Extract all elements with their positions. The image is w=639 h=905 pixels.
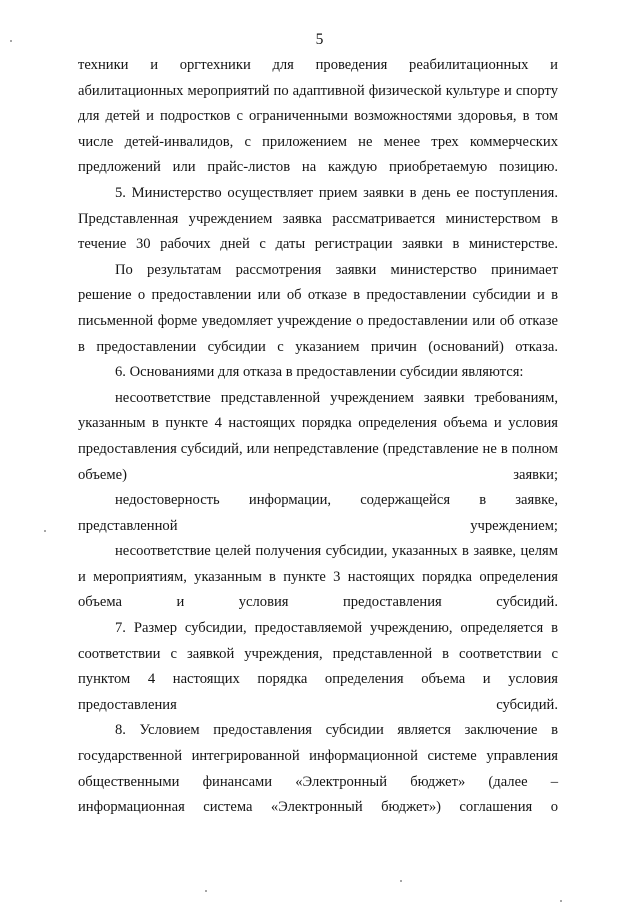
document-body bbox=[78, 53, 558, 821]
paragraph-refusal-grounds: 6. Основаниями для отказа в предоставлении субсидии являются: bbox=[115, 364, 524, 381]
scan-speck bbox=[44, 530, 46, 532]
paragraph-subsidy-condition: 8. Условием предоставления субсидии является заключение в государственной интегрированной информационной системе управления общественными финансами «Электронный бюджет» (далее – информационная система «Электронный бюджет») соглашения о bbox=[78, 722, 558, 816]
paragraph-equipment-continuation: техники и оргтехники для проведения реабилитационных и абилитационных мероприятий по адаптивной физической культуре и спорту для детей и подростков с ограниченными возможностями здоровья, в том числе детей-инвалидов, с приложением не менее трех коммерческих предложений или прайс-листов на каждую приобретаемую позицию. bbox=[78, 57, 558, 176]
scan-speck bbox=[560, 900, 562, 902]
scan-speck bbox=[10, 40, 12, 42]
scan-speck bbox=[400, 880, 402, 882]
paragraph-nonconformity: несоответствие представленной учреждением заявки требованиям, указанным в пункте 4 настоящих порядка определения объема и условия предоставления субсидий, или непредставление (представление не в полном объеме) заявки; bbox=[78, 389, 558, 483]
paragraph-unreliable-info: недостоверность информации, содержащейся в заявке, представленной учреждением; bbox=[78, 492, 558, 534]
scan-speck bbox=[205, 890, 207, 892]
paragraph-goals-mismatch: несоответствие целей получения субсидии, указанных в заявке, целям и мероприятиям, указанным в пункте 3 настоящих порядка определения объема и условия предоставления субсидий. bbox=[78, 543, 558, 611]
paragraph-subsidy-amount: 7. Размер субсидии, предоставляемой учреждению, определяется в соответствии с заявкой учреждения, представленной в соответствии с пунктом 4 настоящих порядка определения объема и условия предоставления субсидий. bbox=[78, 620, 558, 713]
page-number: 5 bbox=[315, 31, 324, 48]
paragraph-review-decision: По результатам рассмотрения заявки министерство принимает решение о предоставлении или об отказе в предоставлении субсидии и в письменной форме уведомляет учреждение о предоставлении или об отказе в предоставлении субсидии с указанием причин (оснований) отказа. bbox=[78, 261, 558, 355]
paragraph-application-receipt: 5. Министерство осуществляет прием заявки в день ее поступления. Представленная учреждением заявка рассматривается министерством в течение 30 рабочих дней с даты регистрации заявки в министерстве. bbox=[78, 184, 558, 253]
